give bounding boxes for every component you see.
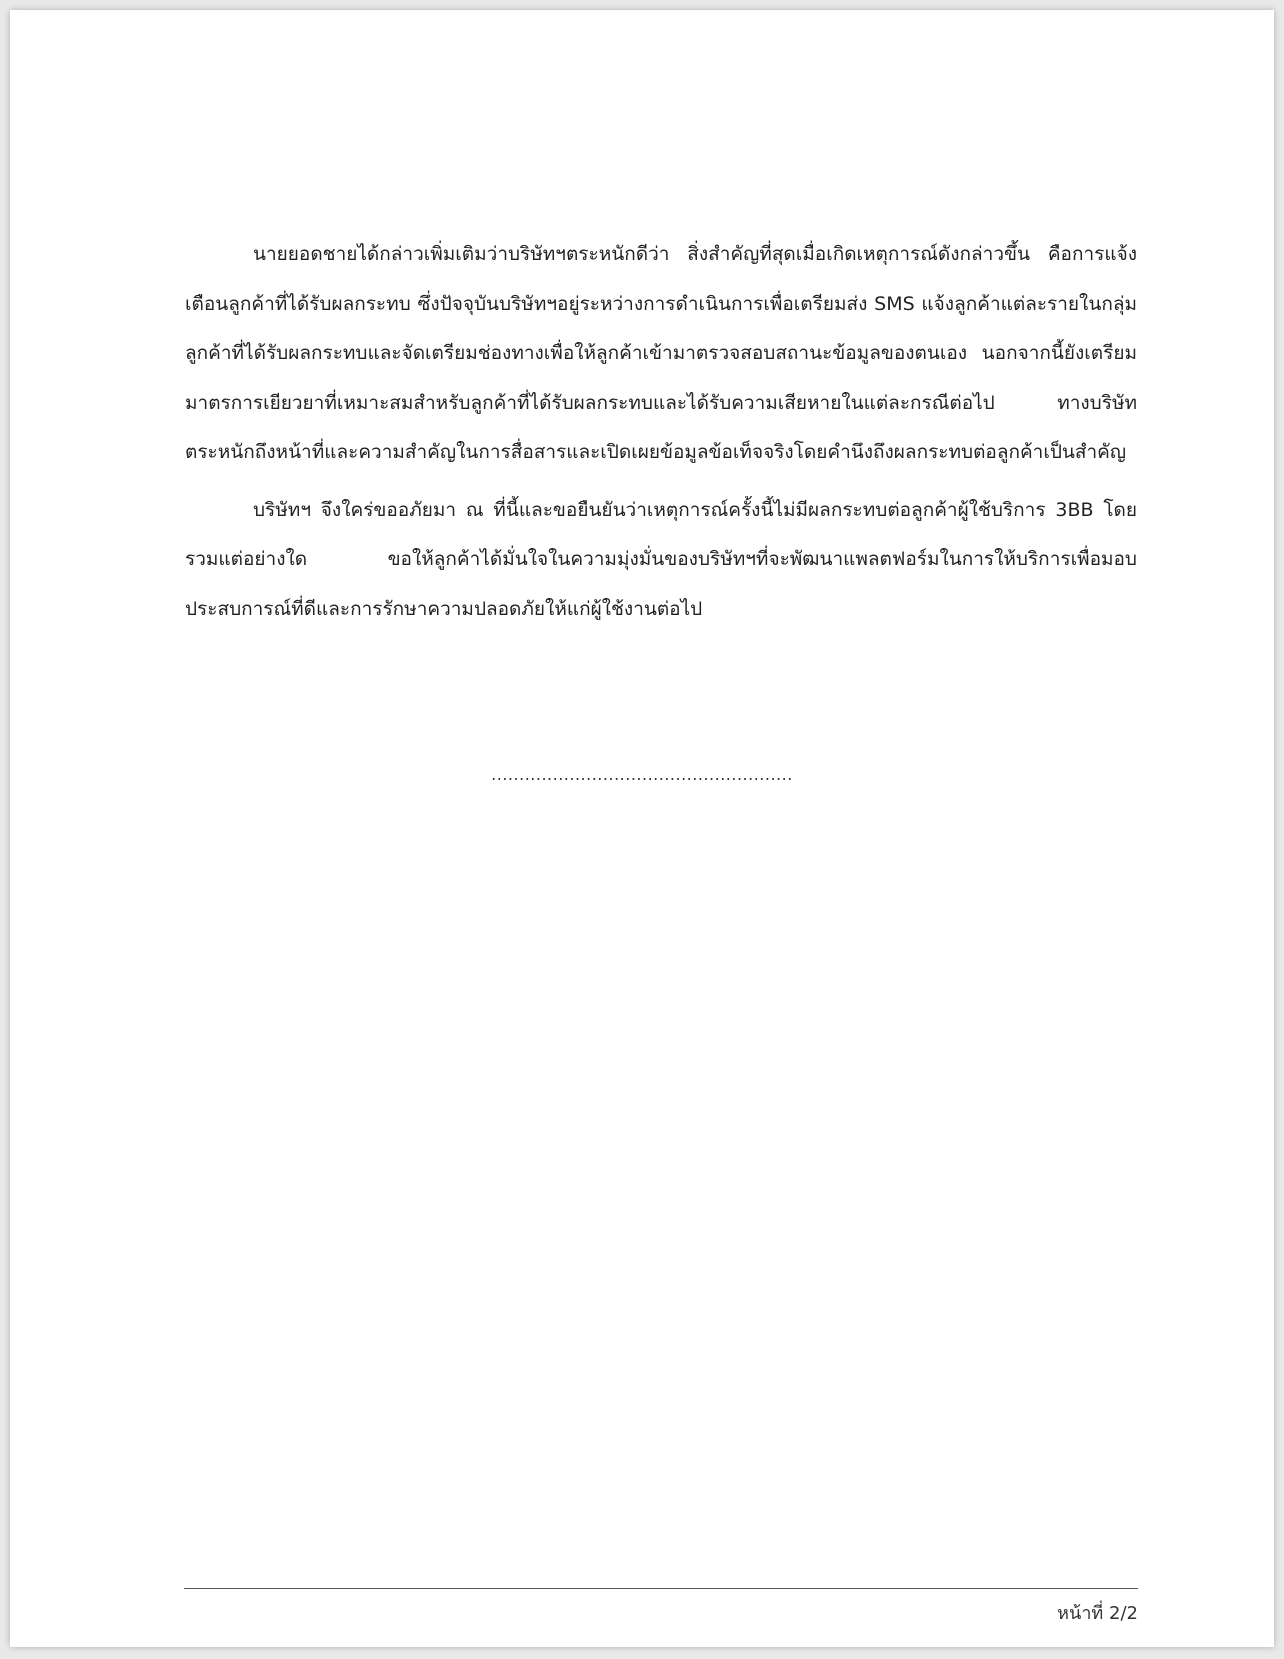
- page-number: หน้าที่ 2/2: [1057, 1603, 1138, 1624]
- paragraph-2: บริษัทฯ จึงใคร่ขออภัยมา ณ ที่นี้และขอยืนยันว่าเหตุการณ์ครั้งนี้ไม่มีผลกระทบต่อลูกค้าผู้ใช้บริการ 3BB โดยรวมแต่อย่างใด ขอให้ลูกค้าได้มั่นใจในความมุ่งมั่นของบริษัทฯที่จะพัฒนาแพลตฟอร์มในการให้บริการเพื่อมอบประสบการณ์ที่ดีและการรักษาความปลอดภัยให้แก่ผู้ใช้งานต่อไป: [185, 498, 1137, 620]
- document-body: [185, 230, 1137, 634]
- end-of-text-marker: ......................................................: [491, 765, 793, 784]
- document-page: [10, 10, 1274, 1647]
- paragraph-1: นายยอดชายได้กล่าวเพิ่มเติมว่าบริษัทฯตระหนักดีว่า สิ่งสำคัญที่สุดเมื่อเกิดเหตุการณ์ดังกล่าวขึ้น คือการแจ้งเตือนลูกค้าที่ได้รับผลกระทบ ซึ่งปัจจุบันบริษัทฯอยู่ระหว่างการดำเนินการเพื่อเตรียมส่ง SMS แจ้งลูกค้าแต่ละรายในกลุ่มลูกค้าที่ได้รับผลกระทบและจัดเตรียมช่องทางเพื่อให้ลูกค้าเข้ามาตรวจสอบสถานะข้อมูลของตนเอง นอกจากนี้ยังเตรียมมาตรการเยียวยาที่เหมาะสมสำหรับลูกค้าที่ได้รับผลกระทบและได้รับความเสียหายในแต่ละกรณีต่อไป ทางบริษัทตระหนักถึงหน้าที่และความสำคัญในการสื่อสารและเปิดเผยข้อมูลข้อเท็จจริงโดยคำนึงถึงผลกระทบต่อลูกค้าเป็นสำคัญ: [185, 243, 1137, 463]
- footer-divider: [184, 1588, 1138, 1589]
